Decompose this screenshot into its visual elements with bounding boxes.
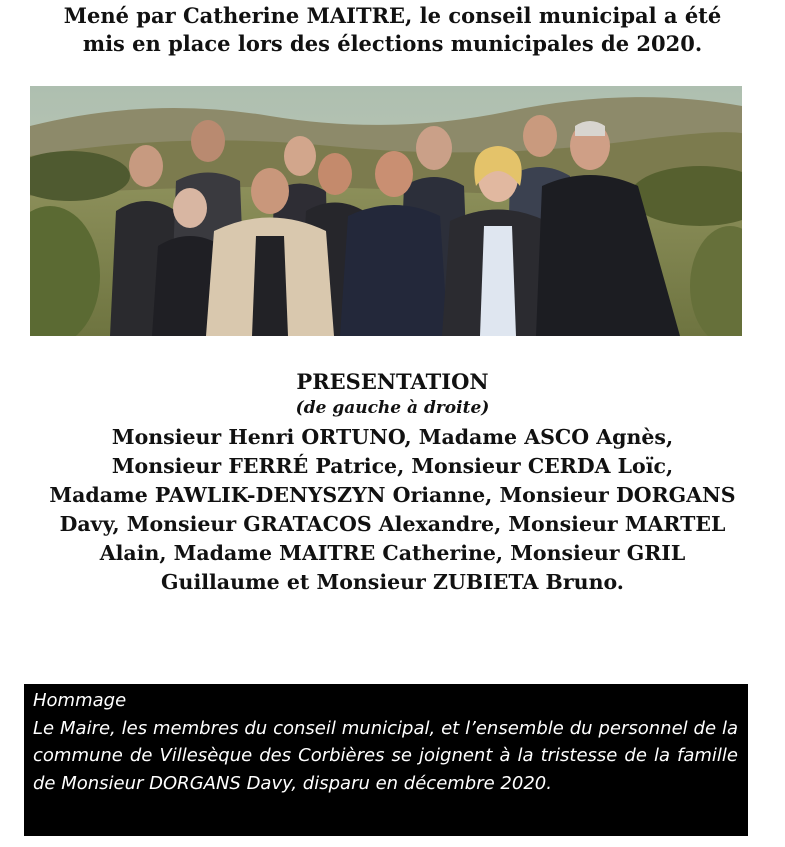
group-photo-illustration: [30, 86, 742, 336]
presentation-names: [0, 423, 785, 597]
presentation-subtitle: (de gauche à droite): [295, 398, 490, 418]
names-line: Davy, Monsieur GRATACOS Alexandre, Monsieur MARTEL: [59, 512, 726, 536]
names-line: Guillaume et Monsieur ZUBIETA Bruno.: [161, 570, 624, 594]
presentation-title: PRESENTATION: [296, 369, 489, 394]
names-line: Madame PAWLIK-DENYSZYN Orianne, Monsieur DORGANS: [49, 483, 736, 507]
group-photo: [30, 86, 742, 336]
names-line: Alain, Madame MAITRE Catherine, Monsieur GRIL: [99, 541, 686, 565]
hommage-title: Hommage: [33, 690, 127, 711]
intro-text: [0, 2, 785, 58]
intro-line-2: mis en place lors des élections municipales de 2020.: [82, 31, 703, 56]
names-line: Monsieur FERRÉ Patrice, Monsieur CERDA Loïc,: [111, 454, 674, 478]
intro-line-1: Mené par Catherine MAITRE, le conseil municipal a été: [63, 3, 722, 28]
names-line: Monsieur Henri ORTUNO, Madame ASCO Agnès,: [111, 425, 674, 449]
hommage-text: Le Maire, les membres du conseil municipal, et l’ensemble du personnel de la commune de Villesèque des Corbières se joignent à la tristesse de la famille de Monsieur DORGANS Davy, disparu en décembre 2020.: [33, 717, 738, 794]
hommage-box: [24, 684, 748, 836]
presentation-section: [0, 368, 785, 597]
